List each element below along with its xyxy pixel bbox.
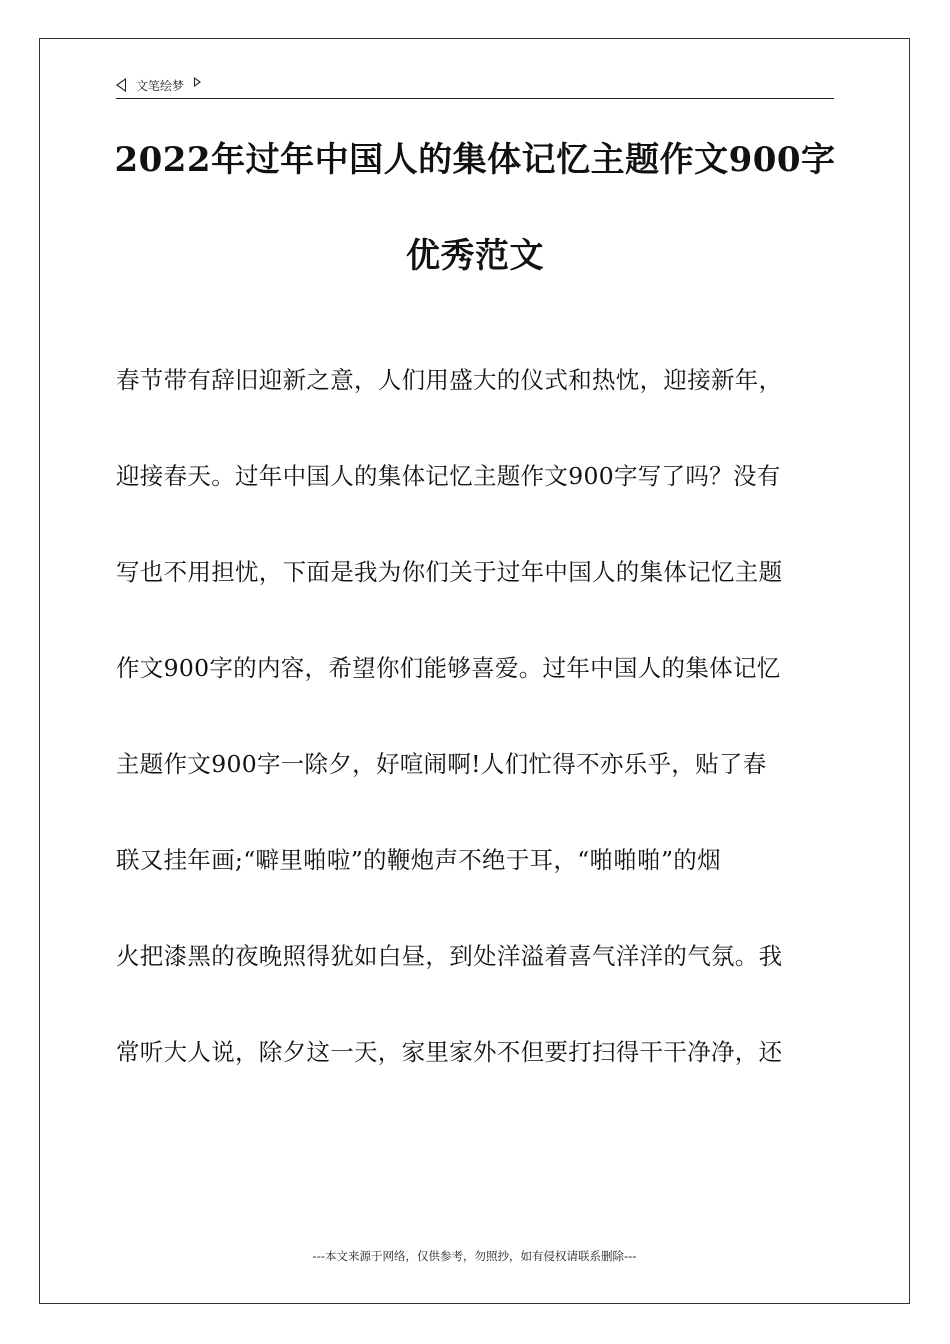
body-line: 迎接春天。过年中国人的集体记忆主题作文900字写了吗？没有 (116, 462, 781, 490)
header-label: 文笔绘梦 (136, 78, 185, 93)
document-title-line-2: 优秀范文 (406, 236, 544, 276)
document-title-line-1: 2022年过年中国人的集体记忆主题作文900字 (114, 140, 836, 180)
body-line: 写也不用担忧，下面是我为你们关于过年中国人的集体记忆主题 (116, 558, 783, 586)
body-line: 火把漆黑的夜晚照得犹如白昼，到处洋溢着喜气洋洋的气氛。我 (116, 942, 783, 970)
triangle-right-icon (194, 77, 201, 87)
body-line: 常听大人说，除夕这一天，家里家外不但要打扫得干干净净，还 (116, 1038, 783, 1066)
body-paragraph (116, 360, 836, 1128)
body-line: 春节带有辞旧迎新之意，人们用盛大的仪式和热忱，迎接新年， (116, 366, 783, 394)
body-line: 联又挂年画;“噼里啪啦”的鞭炮声不绝于耳，“啪啪啪”的烟 (116, 846, 721, 874)
body-line: 主题作文900字一除夕，好喧闹啊!人们忙得不亦乐乎，贴了春 (116, 750, 767, 778)
body-line: 作文900字的内容，希望你们能够喜爱。过年中国人的集体记忆 (116, 654, 781, 682)
triangle-left-icon (116, 78, 126, 92)
footer-disclaimer: ---本文来源于网络，仅供参考，勿照抄，如有侵权请联系删除--- (312, 1249, 637, 1263)
document-header (116, 72, 834, 99)
